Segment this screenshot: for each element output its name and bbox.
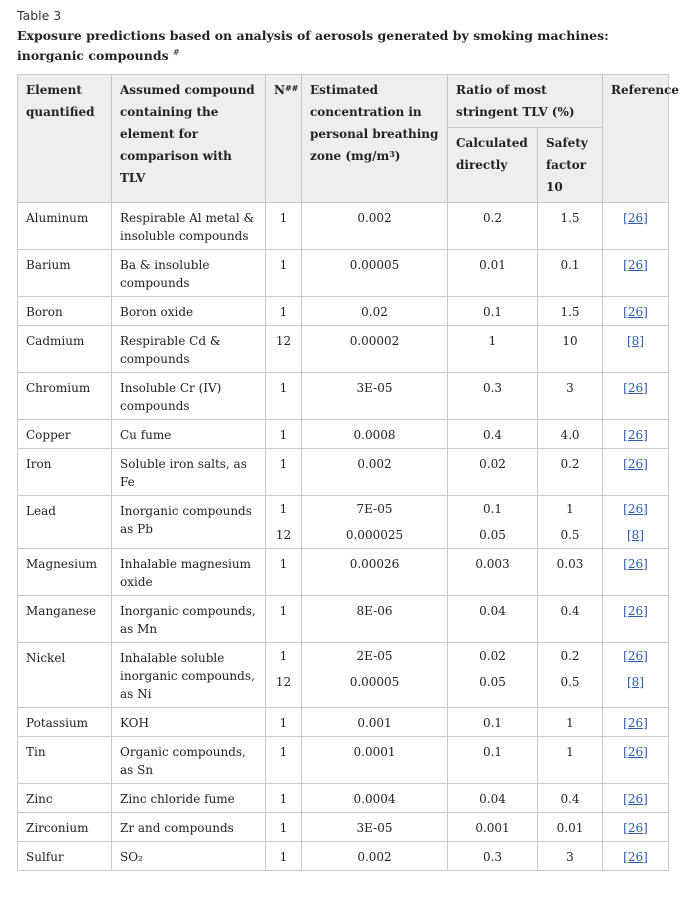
compound-cell <box>112 449 266 496</box>
concentration-value: 8E-06 <box>356 604 393 618</box>
calculated-cell <box>448 203 538 250</box>
calculated-cell <box>448 813 538 842</box>
concentration-cell <box>302 373 448 420</box>
concentration-value: 0.0001 <box>353 745 396 759</box>
reference-link[interactable]: [26] <box>623 557 648 571</box>
n-value: 1 <box>279 745 288 759</box>
table-body <box>18 203 669 871</box>
element-cell <box>18 784 112 813</box>
concentration-cell <box>302 842 448 871</box>
compound-name: Inhalable soluble inorganic compounds, as Ni <box>120 651 255 701</box>
compound-name: Soluble iron salts, as Fe <box>120 457 247 489</box>
reference-cell <box>603 549 669 596</box>
table-row <box>18 373 669 420</box>
n-value: 1 <box>279 428 288 442</box>
concentration-cell <box>302 596 448 643</box>
safety-cell <box>538 420 603 449</box>
table-header <box>18 75 680 203</box>
calculated-value: 0.01 <box>479 258 506 272</box>
reference-link[interactable]: [8] <box>627 528 644 542</box>
element-name: Lead <box>26 504 56 518</box>
safety-value: 3 <box>566 381 574 395</box>
reference-link[interactable]: [26] <box>623 211 648 225</box>
element-name: Magnesium <box>26 557 98 571</box>
n-value: 1 <box>279 792 288 806</box>
n-cell <box>266 496 302 549</box>
calculated-value: 0.04 <box>479 604 506 618</box>
element-name: Potassium <box>26 716 89 730</box>
calculated-value: 0.3 <box>482 850 503 864</box>
element-cell <box>18 203 112 250</box>
n-value: 1 <box>279 258 288 272</box>
calculated-value: 0.4 <box>482 428 503 442</box>
n-value: 1 <box>279 716 288 730</box>
concentration-value: 0.00002 <box>349 334 400 348</box>
safety-value: 0.5 <box>560 675 580 689</box>
calculated-cell <box>448 737 538 784</box>
safety-cell <box>538 326 603 373</box>
safety-cell <box>538 737 603 784</box>
n-value-stack <box>274 496 293 548</box>
calculated-value: 0.02 <box>479 649 506 663</box>
concentration-value: 0.002 <box>357 211 392 225</box>
table-row <box>18 449 669 496</box>
element-name: Iron <box>26 457 52 471</box>
compound-name: KOH <box>120 716 149 730</box>
element-cell <box>18 449 112 496</box>
element-cell <box>18 326 112 373</box>
reference-link[interactable]: [8] <box>627 334 644 348</box>
n-cell <box>266 842 302 871</box>
calculated-cell <box>448 420 538 449</box>
concentration-value-stack <box>310 643 439 695</box>
calculated-cell <box>448 496 538 549</box>
reference-cell <box>603 326 669 373</box>
header-concentration-exponent: 3 <box>389 149 395 159</box>
reference-cell <box>603 496 669 549</box>
n-value: 12 <box>275 334 292 348</box>
compound-name: Respirable Cd & compounds <box>120 334 221 366</box>
element-cell <box>18 842 112 871</box>
concentration-value-stack <box>310 496 439 548</box>
reference-cell <box>603 643 669 708</box>
reference-cell <box>603 449 669 496</box>
compound-cell <box>112 842 266 871</box>
calculated-value: 0.2 <box>482 211 503 225</box>
safety-value: 0.01 <box>556 821 584 835</box>
header-concentration-text: Estimated concentration in personal breathing zone (mg/m <box>310 83 439 163</box>
safety-value: 0.03 <box>556 557 584 571</box>
reference-wrap <box>611 643 660 669</box>
header-compound: Assumed compound containing the element for comparison with TLV <box>112 75 266 203</box>
safety-value: 4.0 <box>560 428 580 442</box>
table-row <box>18 643 669 708</box>
concentration-cell <box>302 326 448 373</box>
exposure-table <box>17 74 680 871</box>
calculated-value: 0.1 <box>482 745 503 759</box>
element-name: Chromium <box>26 381 91 395</box>
reference-link[interactable]: [8] <box>627 675 644 689</box>
concentration-cell <box>302 643 448 708</box>
element-cell <box>18 813 112 842</box>
table-row <box>18 496 669 549</box>
safety-value: 3 <box>566 850 574 864</box>
element-name: Zirconium <box>26 821 89 835</box>
safety-value: 1 <box>566 716 574 730</box>
calculated-value: 0.05 <box>479 675 506 689</box>
compound-cell <box>112 496 266 549</box>
calculated-cell <box>448 708 538 737</box>
compound-name: Boron oxide <box>120 305 194 319</box>
concentration-cell <box>302 813 448 842</box>
reference-link[interactable]: [26] <box>623 305 648 319</box>
n-value: 1 <box>279 821 288 835</box>
element-name: Nickel <box>26 651 66 665</box>
compound-name: Inorganic compounds, as Mn <box>120 604 256 636</box>
concentration-value: 0.00026 <box>349 557 400 571</box>
n-cell <box>266 549 302 596</box>
n-value-stack <box>274 643 293 695</box>
element-cell <box>18 708 112 737</box>
compound-cell <box>112 643 266 708</box>
calculated-value: 0.001 <box>475 821 510 835</box>
compound-cell <box>112 708 266 737</box>
calculated-cell <box>448 326 538 373</box>
safety-cell <box>538 549 603 596</box>
n-value: 1 <box>279 305 288 319</box>
calculated-cell <box>448 596 538 643</box>
element-cell <box>18 549 112 596</box>
calculated-value-stack <box>456 496 529 548</box>
compound-name: Ba & insoluble compounds <box>120 258 210 290</box>
safety-value-stack <box>546 643 594 695</box>
reference-cell <box>603 596 669 643</box>
concentration-value: 2E-05 <box>356 649 393 663</box>
reference-stack <box>611 496 660 548</box>
safety-value: 0.2 <box>560 457 580 471</box>
table-row <box>18 708 669 737</box>
n-cell <box>266 203 302 250</box>
element-cell <box>18 373 112 420</box>
safety-cell <box>538 784 603 813</box>
n-value: 12 <box>275 528 292 542</box>
safety-cell <box>538 643 603 708</box>
n-cell <box>266 449 302 496</box>
concentration-cell <box>302 496 448 549</box>
reference-link[interactable]: [26] <box>623 428 648 442</box>
n-cell <box>266 326 302 373</box>
reference-cell <box>603 250 669 297</box>
compound-name: Zinc chloride fume <box>120 792 235 806</box>
safety-cell <box>538 496 603 549</box>
header-reference: Reference <box>603 75 669 203</box>
calculated-value: 0.003 <box>475 557 510 571</box>
concentration-value: 0.002 <box>357 850 392 864</box>
safety-cell <box>538 449 603 496</box>
concentration-value: 3E-05 <box>356 381 393 395</box>
safety-cell <box>538 596 603 643</box>
safety-value: 0.2 <box>560 649 580 663</box>
calculated-cell <box>448 297 538 326</box>
element-name: Tin <box>26 745 46 759</box>
n-cell <box>266 596 302 643</box>
safety-value: 10 <box>562 334 578 348</box>
table-row <box>18 297 669 326</box>
table-row <box>18 549 669 596</box>
compound-name: SO₂ <box>120 850 143 864</box>
concentration-value: 0.0004 <box>353 792 396 806</box>
concentration-cell <box>302 203 448 250</box>
n-cell <box>266 737 302 784</box>
header-calculated: Calculated directly <box>448 128 538 203</box>
n-cell <box>266 813 302 842</box>
table-title-text: Exposure predictions based on analysis of aerosols generated by smoking machines: inorganic compounds <box>17 28 609 64</box>
reference-cell <box>603 203 669 250</box>
n-value: 1 <box>279 604 288 618</box>
reference-link[interactable]: [26] <box>623 258 648 272</box>
table-row <box>18 420 669 449</box>
calculated-value: 0.02 <box>479 457 506 471</box>
n-cell <box>266 708 302 737</box>
element-cell <box>18 496 112 549</box>
table-row <box>18 596 669 643</box>
header-n <box>266 75 302 203</box>
n-cell <box>266 297 302 326</box>
safety-cell <box>538 813 603 842</box>
concentration-cell <box>302 449 448 496</box>
calculated-value: 1 <box>488 334 497 348</box>
element-cell <box>18 297 112 326</box>
reference-link[interactable]: [26] <box>623 850 648 864</box>
concentration-cell <box>302 250 448 297</box>
concentration-value: 0.00005 <box>349 675 400 689</box>
n-value: 1 <box>279 502 288 516</box>
n-value: 1 <box>279 457 288 471</box>
header-concentration <box>302 75 448 203</box>
element-cell <box>18 250 112 297</box>
element-name: Zinc <box>26 792 53 806</box>
compound-cell <box>112 203 266 250</box>
safety-cell <box>538 842 603 871</box>
compound-cell <box>112 250 266 297</box>
table-row <box>18 737 669 784</box>
concentration-cell <box>302 549 448 596</box>
safety-value: 0.4 <box>560 792 580 806</box>
calculated-value: 0.05 <box>479 528 506 542</box>
compound-cell <box>112 373 266 420</box>
table-row <box>18 813 669 842</box>
concentration-cell <box>302 708 448 737</box>
reference-link[interactable]: [26] <box>623 745 648 759</box>
n-value: 1 <box>279 649 288 663</box>
element-name: Manganese <box>26 604 97 618</box>
header-row <box>18 75 669 128</box>
table-title <box>17 27 657 64</box>
reference-cell <box>603 813 669 842</box>
reference-link[interactable]: [26] <box>623 792 648 806</box>
concentration-value: 0.000025 <box>345 528 404 542</box>
concentration-value: 3E-05 <box>356 821 393 835</box>
compound-cell <box>112 784 266 813</box>
reference-stack <box>611 643 660 695</box>
header-n-footnote-mark: ## <box>284 83 299 93</box>
table-row <box>18 784 669 813</box>
concentration-cell <box>302 737 448 784</box>
element-name: Sulfur <box>26 850 64 864</box>
concentration-cell <box>302 420 448 449</box>
calculated-cell <box>448 549 538 596</box>
compound-cell <box>112 326 266 373</box>
table-row <box>18 842 669 871</box>
reference-link[interactable]: [26] <box>623 502 648 516</box>
element-cell <box>18 737 112 784</box>
n-value: 12 <box>275 675 292 689</box>
concentration-value: 0.002 <box>357 457 392 471</box>
table-label: Table 3 <box>17 8 62 23</box>
reference-link[interactable]: [26] <box>623 457 648 471</box>
compound-cell <box>112 596 266 643</box>
compound-cell <box>112 737 266 784</box>
safety-value: 0.1 <box>560 258 580 272</box>
n-cell <box>266 784 302 813</box>
safety-value: 1 <box>566 502 574 516</box>
header-safety-factor: Safety factor 10 <box>538 128 603 203</box>
n-value: 1 <box>279 381 288 395</box>
calculated-value: 0.1 <box>482 716 503 730</box>
calculated-value: 0.04 <box>479 792 506 806</box>
safety-cell <box>538 708 603 737</box>
calculated-cell <box>448 250 538 297</box>
header-element: Element quantified <box>18 75 112 203</box>
compound-name: Insoluble Cr (IV) compounds <box>120 381 222 413</box>
concentration-value: 0.001 <box>357 716 392 730</box>
n-cell <box>266 420 302 449</box>
safety-cell <box>538 297 603 326</box>
compound-cell <box>112 813 266 842</box>
element-name: Copper <box>26 428 71 442</box>
reference-link[interactable]: [26] <box>623 381 648 395</box>
compound-cell <box>112 297 266 326</box>
compound-cell <box>112 549 266 596</box>
compound-name: Inhalable magnesium oxide <box>120 557 251 589</box>
safety-cell <box>538 373 603 420</box>
calculated-value-stack <box>456 643 529 695</box>
reference-wrap <box>611 496 660 522</box>
compound-name: Zr and compounds <box>120 821 234 835</box>
element-cell <box>18 643 112 708</box>
n-cell <box>266 643 302 708</box>
n-value: 1 <box>279 557 288 571</box>
calculated-value: 0.1 <box>482 305 503 319</box>
n-value: 1 <box>279 850 288 864</box>
calculated-cell <box>448 842 538 871</box>
table-title-footnote-mark: # <box>172 48 180 57</box>
n-cell <box>266 373 302 420</box>
compound-name: Cu fume <box>120 428 172 442</box>
compound-name: Inorganic compounds as Pb <box>120 504 252 536</box>
reference-link[interactable]: [26] <box>623 716 648 730</box>
safety-cell <box>538 203 603 250</box>
reference-cell <box>603 373 669 420</box>
safety-value: 0.5 <box>560 528 580 542</box>
concentration-value: 0.0008 <box>353 428 396 442</box>
element-cell <box>18 420 112 449</box>
reference-link[interactable]: [26] <box>623 604 648 618</box>
calculated-value: 0.1 <box>482 502 503 516</box>
n-cell <box>266 250 302 297</box>
reference-cell <box>603 297 669 326</box>
concentration-cell <box>302 784 448 813</box>
reference-cell <box>603 842 669 871</box>
table-row <box>18 203 669 250</box>
element-name: Cadmium <box>26 334 85 348</box>
concentration-value: 0.00005 <box>349 258 400 272</box>
reference-cell <box>603 708 669 737</box>
calculated-cell <box>448 449 538 496</box>
safety-value-stack <box>546 496 594 548</box>
compound-cell <box>112 420 266 449</box>
reference-link[interactable]: [26] <box>623 821 648 835</box>
calculated-value: 0.3 <box>482 381 503 395</box>
concentration-value: 0.02 <box>361 305 388 319</box>
header-ratio: Ratio of most stringent TLV (%) <box>448 75 603 128</box>
reference-link[interactable]: [26] <box>623 649 648 663</box>
element-name: Aluminum <box>26 211 89 225</box>
concentration-cell <box>302 297 448 326</box>
reference-cell <box>603 737 669 784</box>
calculated-cell <box>448 643 538 708</box>
calculated-cell <box>448 373 538 420</box>
header-concentration-close: ) <box>394 149 401 163</box>
reference-cell <box>603 420 669 449</box>
safety-cell <box>538 250 603 297</box>
element-name: Boron <box>26 305 63 319</box>
element-name: Barium <box>26 258 71 272</box>
table-row <box>18 250 669 297</box>
safety-value: 0.4 <box>560 604 580 618</box>
n-value: 1 <box>279 211 288 225</box>
safety-value: 1.5 <box>560 211 580 225</box>
reference-wrap <box>611 522 660 548</box>
calculated-cell <box>448 784 538 813</box>
reference-wrap <box>611 669 660 695</box>
safety-value: 1.5 <box>560 305 580 319</box>
safety-value: 1 <box>566 745 574 759</box>
compound-name: Organic compounds, as Sn <box>120 745 246 777</box>
table-row <box>18 326 669 373</box>
reference-cell <box>603 784 669 813</box>
element-cell <box>18 596 112 643</box>
concentration-value: 7E-05 <box>356 502 393 516</box>
compound-name: Respirable Al metal & insoluble compounds <box>120 211 255 243</box>
header-n-text: N <box>274 83 285 97</box>
